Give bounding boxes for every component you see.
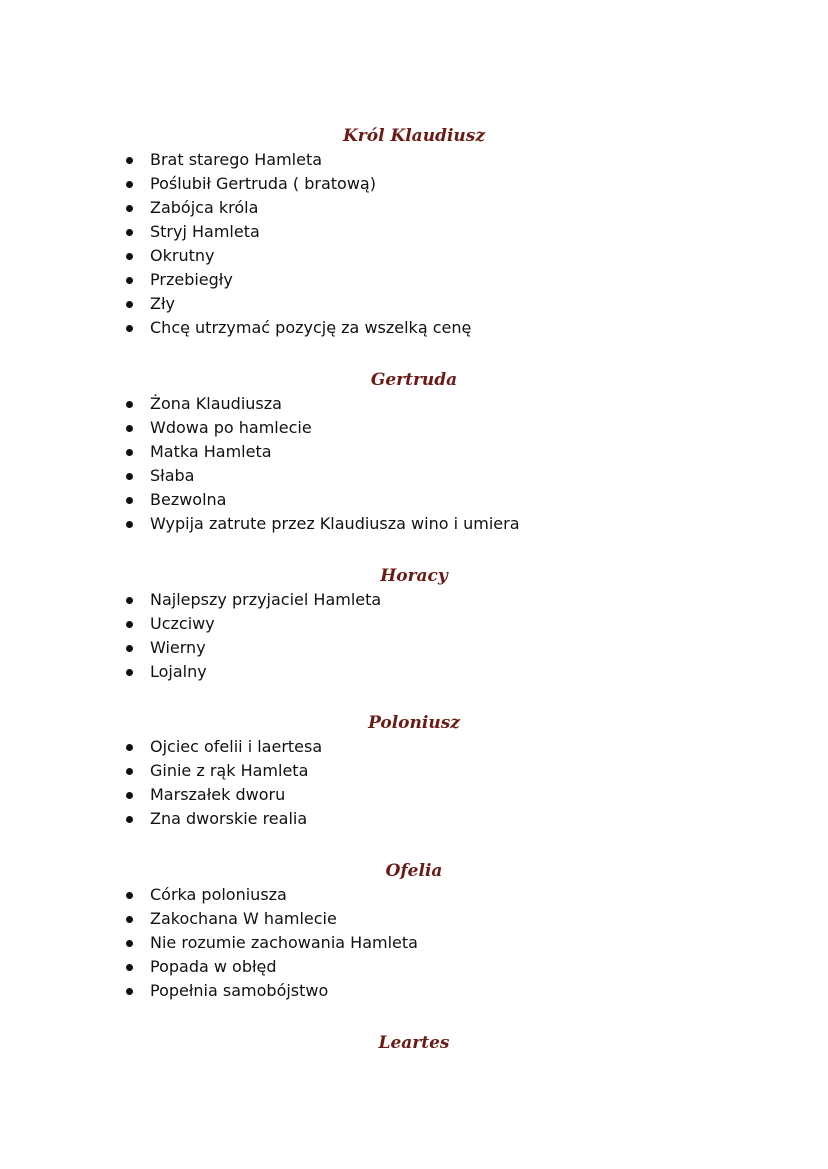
list-item: Zły — [0, 292, 828, 316]
section-heading: Ofelia — [385, 861, 443, 881]
section-heading: Poloniusz — [368, 713, 460, 733]
section-krol-klaudiusz — [0, 124, 828, 340]
list-item: Lojalny — [0, 660, 828, 684]
section-poloniusz — [0, 711, 828, 831]
list-item: Marszałek dworu — [0, 783, 828, 807]
bullet-list — [0, 735, 828, 831]
section-ofelia — [0, 859, 828, 1003]
list-item: Bezwolna — [0, 488, 828, 512]
list-item: Słaba — [0, 464, 828, 488]
list-item: Uczciwy — [0, 612, 828, 636]
list-item: Brat starego Hamleta — [0, 148, 828, 172]
list-item: Zabójca króla — [0, 196, 828, 220]
list-item: Zakochana W hamlecie — [0, 907, 828, 931]
bullet-list — [0, 588, 828, 684]
list-item: Okrutny — [0, 244, 828, 268]
bullet-list — [0, 392, 828, 536]
section-leartes — [0, 1031, 828, 1055]
list-item: Wierny — [0, 636, 828, 660]
list-item: Najlepszy przyjaciel Hamleta — [0, 588, 828, 612]
bullet-list — [0, 148, 828, 340]
list-item: Nie rozumie zachowania Hamleta — [0, 931, 828, 955]
section-heading: Król Klaudiusz — [343, 126, 485, 146]
list-item: Żona Klaudiusza — [0, 392, 828, 416]
list-item: Popełnia samobójstwo — [0, 979, 828, 1003]
list-item: Poślubił Gertruda ( bratową) — [0, 172, 828, 196]
list-item: Przebiegły — [0, 268, 828, 292]
list-item: Ojciec ofelii i laertesa — [0, 735, 828, 759]
list-item: Stryj Hamleta — [0, 220, 828, 244]
list-item: Wypija zatrute przez Klaudiusza wino i umiera — [0, 512, 828, 536]
list-item: Matka Hamleta — [0, 440, 828, 464]
list-item: Córka poloniusza — [0, 883, 828, 907]
section-heading: Leartes — [378, 1033, 450, 1053]
list-item: Ginie z rąk Hamleta — [0, 759, 828, 783]
section-gertruda — [0, 368, 828, 536]
list-item: Zna dworskie realia — [0, 807, 828, 831]
section-heading: Gertruda — [370, 370, 458, 390]
list-item: Chcę utrzymać pozycję za wszelką cenę — [0, 316, 828, 340]
bullet-list — [0, 883, 828, 1003]
section-horacy — [0, 564, 828, 684]
list-item: Wdowa po hamlecie — [0, 416, 828, 440]
section-heading: Horacy — [380, 566, 448, 586]
list-item: Popada w obłęd — [0, 955, 828, 979]
